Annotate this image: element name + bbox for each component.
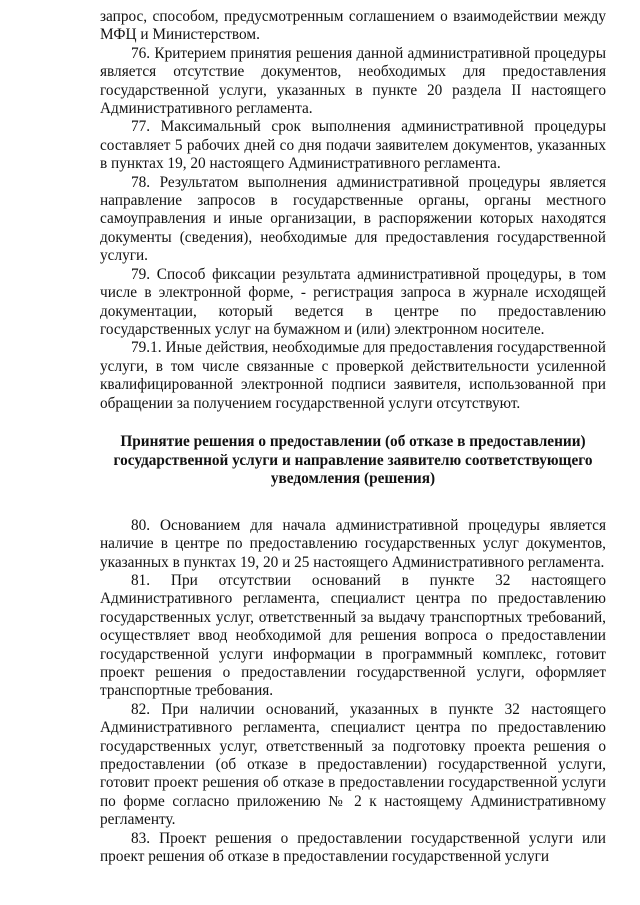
paragraph: 81. При отсутствии оснований в пункте 32 настоящего Административного регламента, специалист центра по предоставлению государственных услуг, ответственный за выдачу транспортных требований, осуществляет ввод необходимой для решения вопроса о предоставлении государственной услуги информации в программный комплекс, готовит проект решения о предоставлении государственной услуги, оформляет транспортные требования.: [100, 571, 606, 700]
heading-line: Принятие решения о предоставлении (об отказе в предоставлении): [120, 432, 586, 450]
document-page: [100, 8, 606, 866]
section-heading: [100, 433, 606, 489]
heading-line: государственной услуги и направление заявителю соответствующего: [113, 451, 593, 469]
paragraph: 78. Результатом выполнения административной процедуры является направление запросов в государственные органы, органы местного самоуправления и иные организации, в распоряжении которых находятся документы (сведения), необходимые для предоставления государственной услуги.: [100, 173, 606, 265]
paragraph: 79.1. Иные действия, необходимые для предоставления государственной услуги, в том числе связанные с проверкой действительности усиленной квалифицированной электронной подписи заявителя, использованной при обращении за получением государственной услуги отсутствуют.: [100, 339, 606, 412]
paragraphs-bottom: [100, 517, 606, 867]
paragraph: 80. Основанием для начала административной процедуры является наличие в центре по предоставлению государственных услуг документов, указанных в пунктах 19, 20 и 25 настоящего Административного регламента.: [100, 516, 606, 571]
paragraph: 77. Максимальный срок выполнения административной процедуры составляет 5 рабочих дней со дня подачи заявителем документов, указанных в пунктах 19, 20 настоящего Административного регламента.: [100, 118, 606, 173]
heading-line: уведомления (решения): [270, 470, 436, 488]
paragraph: 79. Способ фиксации результата административной процедуры, в том числе в электронной форме, - регистрация запроса в журнале исходящей документации, который ведется в центре по предоставлению государственных услуг на бумажном и (или) электронном носителе.: [100, 265, 606, 338]
paragraph: 83. Проект решения о предоставлении государственной услуги или проект решения об отказе в предоставлении государственной услуги: [100, 829, 606, 866]
paragraph: 76. Критерием принятия решения данной административной процедуры является отсутствие документов, необходимых для предоставления государственной услуги, указанных в пункте 20 раздела II настоящего Административного регламента.: [100, 44, 606, 118]
paragraph: 82. При наличии оснований, указанных в пункте 32 настоящего Административного регламента, специалист центра по предоставлению государственных услуг, ответственный за подготовку проекта решения о предоставлении (об отказе в предоставлении) государственной услуги, готовит проект решения об отказе в предоставлении государственной услуги по форме согласно приложению № 2 к настоящему Административному регламенту.: [100, 700, 606, 829]
paragraph: запрос, способом, предусмотренным соглашением о взаимодействии между МФЦ и Министерством.: [100, 8, 606, 44]
paragraphs-top: [100, 8, 606, 413]
